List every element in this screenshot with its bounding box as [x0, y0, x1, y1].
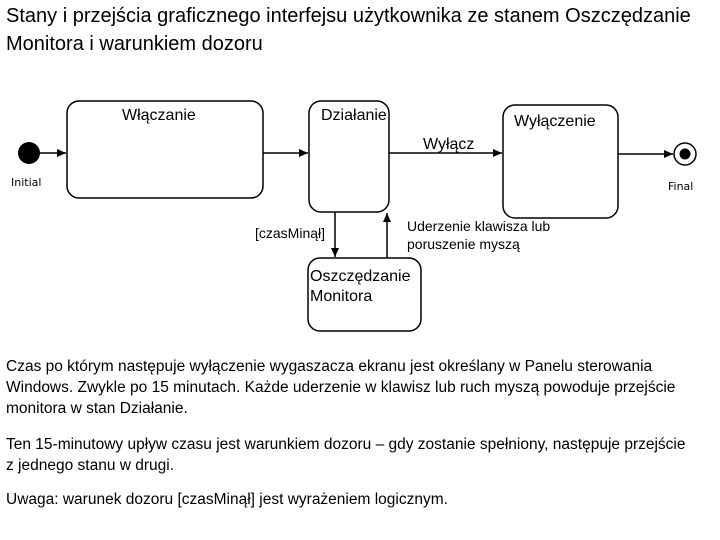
slide-title: Stany i przejścia graficznego interfejsu użytkownika ze stanem Oszczędzanie Monitora i warunkiem dozoru	[6, 5, 691, 55]
state-wylaczenie-label: Wyłączenie	[514, 113, 596, 130]
state-dzialanie-label: Działanie	[321, 107, 387, 124]
transition-uderzenie-label-2: poruszenie myszą	[407, 236, 520, 252]
transition-uderzenie-label-1: Uderzenie klawisza lub	[407, 218, 551, 234]
final-node-inner	[680, 149, 691, 160]
paragraph-1: Czas po którym następuje wyłączenie wygaszacza ekranu jest określany w Panelu sterowania Windows. Zwykle po 15 minutach. Każde uderzenie w klawisz lub ruch myszą powoduje przejście monitora w stan Działanie.	[6, 358, 676, 417]
transition-czas-minal-label: [czasMinął]	[255, 225, 326, 241]
initial-node	[18, 142, 40, 164]
state-wlaczanie-label: Włączanie	[122, 107, 196, 124]
final-label: Final	[668, 180, 694, 193]
state-oszczedzanie-label-2: Monitora	[310, 288, 373, 305]
transition-wylacz-label: Wyłącz	[423, 136, 475, 153]
paragraph-3: Uwaga: warunek dozoru [czasMinął] jest wyrażeniem logicznym.	[6, 491, 448, 508]
state-oszczedzanie-label-1: Oszczędzanie	[310, 268, 411, 285]
paragraph-2: Ten 15-minutowy upływ czasu jest warunkiem dozoru – gdy zostanie spełniony, następuje przejście z jednego stanu w drugi.	[6, 436, 686, 474]
initial-label: Initial	[11, 176, 42, 189]
